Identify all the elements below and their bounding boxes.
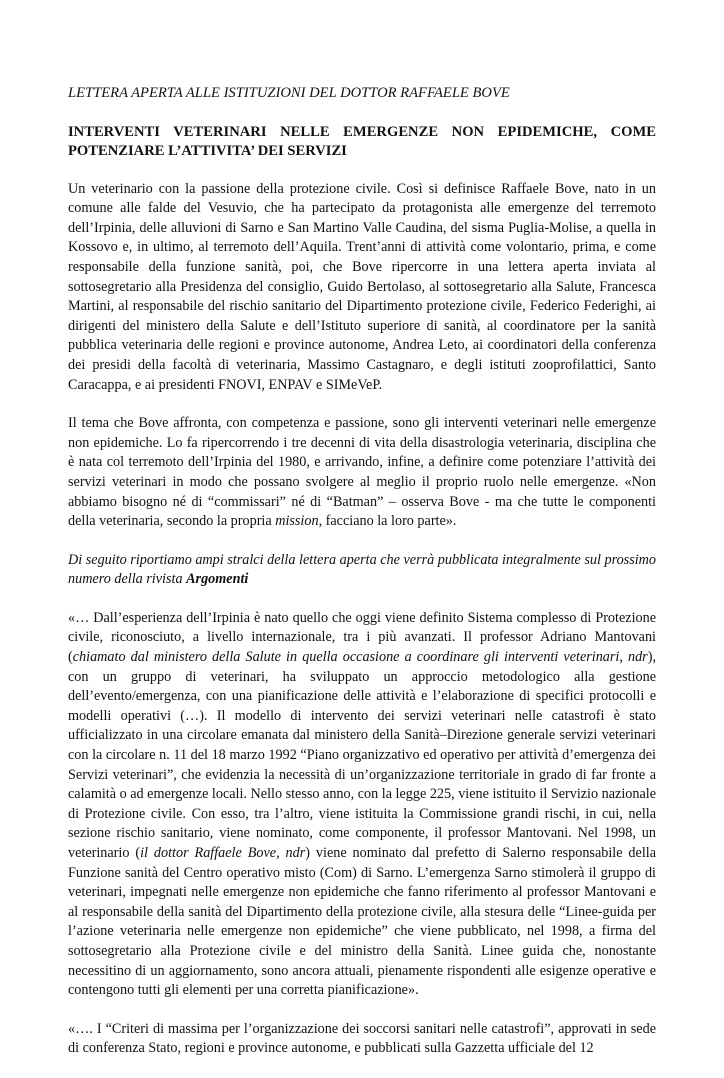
document-page [68,84,656,1078]
intro-paragraph [68,551,656,590]
magazine-name: Argomenti [186,571,249,588]
paragraph-3-text-c: ) viene nominato dal prefetto di Salerno responsabile della Funzione sanità del Centro operativo misto (Com) di Sarno. L’emergenza Sarno stimolerà il gruppo di veterinari, impegnati nelle emergenze non epidemiche che fanno riferimento al professor Mantovani e al responsabile della sanità del Dipartimento della protezione civile, alla stesura delle “Linee-guida per l’azione veterinaria nelle emergenze non epidemiche” che viene pubblicato, nel 1998, a firma del sottosegretario alla Protezione civile e del ministro della Sanità. Linee guida che, nonostante necessitino di un aggiornamento, sono ancora attuali, pienamente rispondenti alle esigenze operative e contengono tutti gli elementi per una corretta pianificazione». [68,845,657,999]
paragraph-2-text-b: , facciano la loro parte». [318,513,457,530]
letter-kicker: LETTERA APERTA ALLE ISTITUZIONI DEL DOTTOR RAFFAELE BOVE [68,85,510,101]
intro-text: Di seguito riportiamo ampi stralci della lettera aperta che verrà pubblicata integralmente sul prossimo numero della rivista [68,551,656,588]
paragraph-3-note-2: il dottor Raffaele Bove, ndr [140,845,306,861]
article-headline: INTERVENTI VETERINARI NELLE EMERGENZE NON EPIDEMICHE, COME POTENZIARE L’ATTIVITA’ DEI SERVIZI [68,123,656,159]
paragraph-2 [68,414,656,532]
paragraph-2-text-a: Il tema che Bove affronta, con competenza e passione, sono gli interventi veterinari nelle emergenze non epidemiche. Lo fa ripercorrendo i tre decenni di vita della disastrologia veterinaria, disciplina che è nata col terremoto dell’Irpinia del 1980, e arrivando, infine, a definire come potenziare l’attività dei servizi veterinari in modo che possano svolgere al meglio il proprio ruolo nelle emergenze. «Non abbiamo bisogno né di “commissari” né di “Batman” – osserva Bove - ma che tutte le componenti della veterinaria, secondo la propria [68,415,656,530]
paragraph-2-mission: mission [275,513,319,530]
paragraph-3-note-1: chiamato dal ministero della Salute in quella occasione a coordinare gli interventi veterinari, ndr [72,649,648,666]
paragraph-4: «…. I “Criteri di massima per l’organizzazione dei soccorsi sanitari nelle catastrofi”, approvati in sede di conferenza Stato, regioni e province autonome, e pubblicati sulla Gazzetta ufficiale del 12 [68,1020,656,1057]
paragraph-1: Un veterinario con la passione della protezione civile. Così si definisce Raffaele Bove, nato in un comune alle falde del Vesuvio, che ha partecipato da protagonista alle emergenze del terremoto dell’Irpinia, delle alluvioni di Sarno e San Martino Valle Caudina, del sisma Puglia-Molise, a quella in Kossovo e, in ultimo, al terremoto dell’Aquila. Trent’anni di attività come volontario, prima, e come responsabile della funzione sanità, poi, che Bove ripercorre in una lettera aperta inviata al sottosegretario alla Presidenza del consiglio, Guido Bertolaso, al sottosegretario alla Salute, Francesca Martini, al responsabile del rischio sanitario del Dipartimento protezione civile, Federico Federighi, ai dirigenti del ministero della Salute e dell’Istituto superiore di sanità, al coordinatore per la sanità pubblica veterinaria delle regioni e province autonome, Andrea Leto, ai coordinatori della conferenza dei presidi della facoltà di veterinaria, Massimo Castagnaro, e degli istituti zooprofilattici, Santo Caracappa, e ai presidenti FNOVI, ENPAV e SIMeVeP. [68,180,656,393]
paragraph-3-text-b: ), con un gruppo di veterinari, ha sviluppato un approccio metodologico alla gestione dell’evento/emergenza, con una pianificazione delle attività e l’elaborazione di specifici protocolli e modelli operativi (…). Il modello di intervento dei servizi veterinari nelle catastrofi è stato ufficializzato in una circolare emanata dal ministero della Sanità–Direzione generale servizi veterinari con la circolare n. 11 del 18 marzo 1992 “Piano organizzativo ed operativo per attività d’emergenza dei Servizi veterinari”, che evidenzia la necessità di un’organizzazione territoriale in grado di far fronte a calamità o ad emergenze locali. Nello stesso anno, con la legge 225, viene istituito il Servizio nazionale di Protezione civile. Con esso, tra l’altro, viene istituita la Commissione grandi rischi, in cui, nella sezione rischio sanitario, viene nominato, come componente, il professor Mantovani. Nel 1998, un veterinario ( [68,649,656,861]
paragraph-3-text-a: «… Dall’esperienza dell’Irpinia è nato quello che oggi viene definito Sistema complesso di Protezione civile, riconosciuto, a livello internazionale, tra i più avanzati. Il professor Adriano Mantovani ( [68,609,656,666]
paragraph-3 [68,609,656,1001]
